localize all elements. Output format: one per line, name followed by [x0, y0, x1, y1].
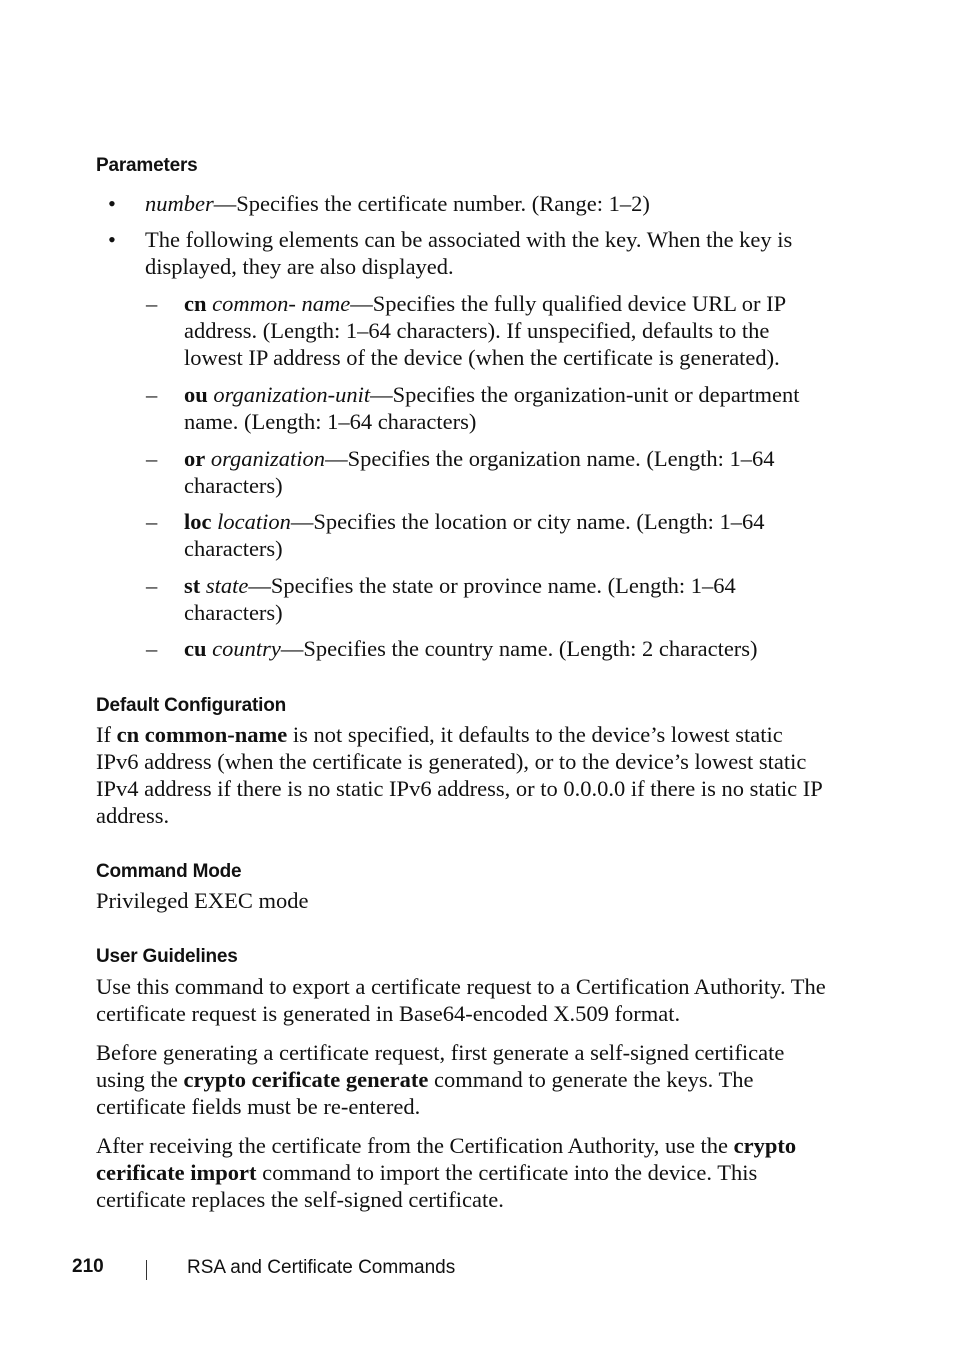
param-keyword: cu — [184, 636, 207, 661]
text-run: Before generating a certificate request, first generate a self-signed certificate using the — [96, 1040, 785, 1092]
text-run: is not specified, it defaults to the device’s lowest static IPv6 address (when the certificate is generated), or to the device’s lowest static IPv4 address if there is no static IPv6 address, or to 0.0.0.0 if there is no static IP address. — [96, 722, 822, 828]
param-arg: number — [145, 191, 214, 216]
param-number — [145, 190, 825, 217]
param-arg: common- name — [212, 291, 351, 316]
dash-marker: – — [146, 291, 158, 316]
dash-marker: – — [146, 509, 158, 534]
param-desc: —Specifies the certificate number. (Range: 1–2) — [213, 191, 650, 216]
user-guidelines-heading: User Guidelines — [96, 946, 238, 967]
footer-divider — [146, 1260, 147, 1280]
param-keyword: or — [184, 446, 206, 471]
parameters-heading: Parameters — [96, 155, 198, 176]
param-item-cn — [184, 290, 824, 371]
footer-chapter-title: RSA and Certificate Commands — [187, 1257, 456, 1278]
param-arg: organization-unit — [213, 382, 371, 407]
param-elements — [145, 226, 825, 280]
user-guidelines-p1: Use this command to export a certificate request to a Certification Authority. The certificate request is generated in Base64-encoded X.509 format. — [96, 974, 826, 1026]
dash-marker: – — [146, 573, 158, 598]
bullet-marker: • — [108, 191, 116, 216]
command-keyword: crypto cerificate import — [96, 1133, 797, 1185]
command-keyword: cn common-name — [116, 722, 288, 747]
param-desc: —Specifies the organization name. (Length: 1–64 characters) — [184, 446, 775, 498]
param-desc: —Specifies the location or city name. (Length: 1–64 characters) — [184, 509, 765, 561]
param-arg: location — [217, 509, 291, 534]
page-number: 210 — [72, 1256, 104, 1277]
user-guidelines-p2 — [96, 1039, 826, 1120]
dash-marker: – — [146, 636, 158, 661]
param-keyword: ou — [184, 382, 208, 407]
param-item-st — [184, 572, 824, 626]
param-desc: —Specifies the country name. (Length: 2 characters) — [280, 636, 758, 661]
default-config-text — [96, 721, 826, 829]
param-desc: —Specifies the fully qualified device URL or IP address. (Length: 1–64 characters). If unspecified, defaults to the lowest IP address of the device (when the certificate is generated). — [184, 291, 786, 370]
param-arg: country — [212, 636, 281, 661]
param-desc: —Specifies the state or province name. (Length: 1–64 characters) — [184, 573, 736, 625]
text-run: If — [96, 722, 117, 747]
param-desc: The following elements can be associated with the key. When the key is displayed, they are also displayed. — [145, 227, 793, 279]
param-arg: state — [205, 573, 249, 598]
param-item-loc — [184, 508, 824, 562]
param-desc: —Specifies the organization-unit or department name. (Length: 1–64 characters) — [184, 382, 800, 434]
bullet-marker: • — [108, 227, 116, 252]
command-keyword: crypto cerificate generate — [183, 1067, 429, 1092]
text-run: command to import the certificate into the device. This certificate replaces the self-signed certificate. — [96, 1160, 758, 1212]
param-arg: organization — [210, 446, 326, 471]
text-run: After receiving the certificate from the Certification Authority, use the — [96, 1133, 734, 1158]
param-keyword: loc — [184, 509, 212, 534]
command-mode-text: Privileged EXEC mode — [96, 888, 309, 913]
command-mode-heading: Command Mode — [96, 861, 242, 882]
param-item-cu — [184, 635, 824, 662]
param-keyword: cn — [184, 291, 207, 316]
param-item-or — [184, 445, 824, 499]
text-run: command to generate the keys. The certificate fields must be re-entered. — [96, 1067, 754, 1119]
dash-marker: – — [146, 382, 158, 407]
param-item-ou — [184, 381, 824, 435]
dash-marker: – — [146, 446, 158, 471]
user-guidelines-p3 — [96, 1132, 826, 1213]
default-config-heading: Default Configuration — [96, 695, 287, 716]
param-keyword: st — [184, 573, 201, 598]
